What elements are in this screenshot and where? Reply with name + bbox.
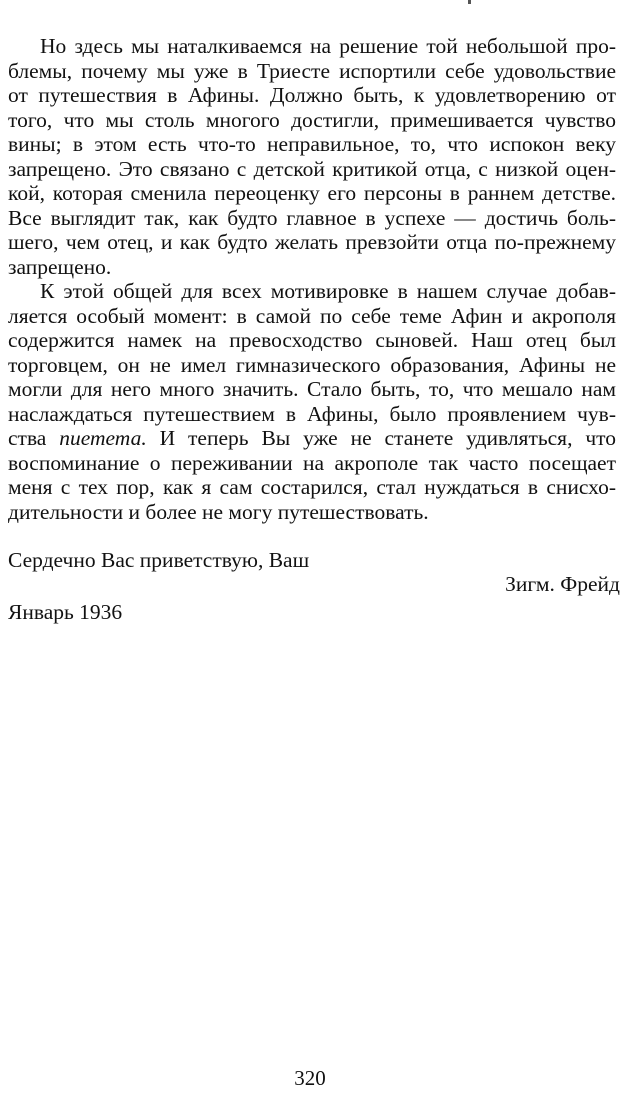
text-line: Но здесь мы наталкиваемся на решение той небольшой про- bbox=[40, 34, 616, 58]
letter-signature: Зигм. Фрейд bbox=[505, 572, 620, 596]
text-line: кой, которая сменила переоценку его персоны в раннем детстве. bbox=[8, 181, 616, 205]
text-run: И теперь Вы уже не станете удивляться, что bbox=[159, 426, 617, 450]
page-number: 320 bbox=[294, 1066, 326, 1090]
text-line: Все выглядит так, как будто главное в успехе — достичь боль- bbox=[8, 205, 616, 230]
text-line: ляется особый момент: в самой по себе теме Афин и акрополя bbox=[8, 303, 616, 328]
italic-word: пиетета. bbox=[59, 426, 147, 450]
letter-closing: Сердечно Вас приветствую, Ваш bbox=[8, 548, 310, 572]
text-line: меня с тех пор, как я сам состарился, стал нуждаться в снисхо- bbox=[8, 475, 616, 499]
text-line: торговцем, он не имел гимназического образования, Афины не bbox=[8, 352, 616, 377]
text-line: дительности и более не могу путешествовать. bbox=[8, 499, 429, 524]
text-line: блемы, почему мы уже в Триесте испортили себе удовольствие bbox=[8, 58, 616, 83]
text-line: воспоминание о переживании на акрополе так часто посещает bbox=[8, 450, 616, 475]
text-line: вины; в этом есть что-то неправильное, то, что испокон веку bbox=[8, 132, 616, 156]
text-line: запрещено. bbox=[8, 254, 112, 279]
text-line-mixed bbox=[8, 426, 616, 451]
text-line: шего, чем отец, и как будто желать превзойти отца по-прежнему bbox=[8, 230, 616, 254]
text-line: от путешествия в Афины. Должно быть, к удовлетворению от bbox=[8, 83, 616, 107]
text-line: запрещено. Это связано с детской критикой отца, с низкой оцен- bbox=[8, 156, 616, 181]
letter-date: Январь 1936 bbox=[8, 600, 123, 624]
paragraph bbox=[8, 279, 616, 524]
text-line: того, что мы столь многого достигли, примешивается чувство bbox=[8, 107, 616, 132]
paragraph bbox=[8, 34, 616, 279]
text-run: ства bbox=[8, 426, 47, 450]
text-line: могли для него много значить. Стало быть, то, что мешало нам bbox=[8, 377, 616, 401]
scan-mark bbox=[468, 0, 471, 4]
text-line: наслаждаться путешествием в Афины, было проявлением чув- bbox=[8, 401, 616, 426]
text-line: К этой общей для всех мотивировке в нашем случае добав- bbox=[40, 279, 616, 303]
text-line: содержится намек на превосходство сыновей. Наш отец был bbox=[8, 328, 616, 352]
